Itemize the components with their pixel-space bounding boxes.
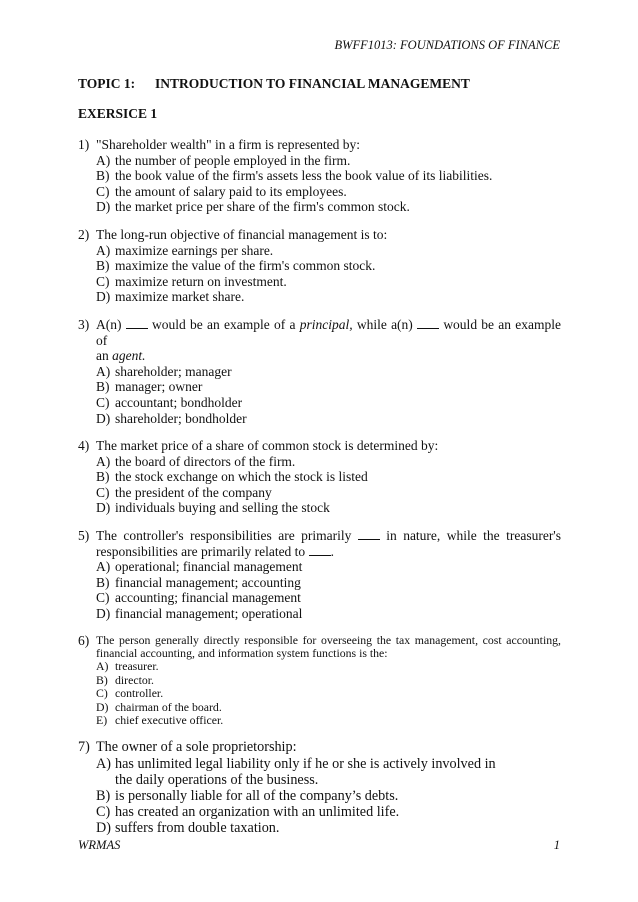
option-letter: B) [96, 379, 110, 395]
option-text: the number of people employed in the firm. [115, 152, 351, 168]
option-text: operational; financial management [115, 559, 303, 575]
option [96, 289, 561, 305]
option-letter: A) [96, 152, 111, 168]
question-6 [78, 634, 561, 728]
option-letter: A) [96, 242, 111, 258]
option [96, 701, 561, 714]
question-number: 5) [78, 528, 90, 544]
stem-text: an [96, 348, 109, 364]
option-letter: D) [96, 606, 111, 622]
option [96, 469, 561, 485]
question-stem: The person generally directly responsible for overseeing the tax management, cost accounting, financial accounting, and information system functions is the: [96, 632, 561, 661]
option [96, 590, 561, 606]
question-stem: The long-run objective of financial management is to: [96, 226, 388, 242]
topic-heading [78, 76, 470, 92]
question-stem: "Shareholder wealth" in a firm is represented by: [96, 137, 361, 152]
option [96, 258, 561, 274]
option-letter: A) [96, 659, 109, 674]
option [96, 660, 561, 673]
option [96, 411, 561, 427]
option-letter: D) [96, 500, 111, 516]
stem-text: while a(n) [356, 316, 413, 332]
option [96, 168, 561, 184]
option-text: financial management; operational [115, 606, 303, 622]
option-letter: C) [96, 590, 110, 606]
option [96, 500, 561, 516]
stem-text: responsibilities are primarily related to [96, 543, 306, 559]
stem-text: would be an example of a [152, 316, 296, 332]
question-1 [78, 137, 561, 215]
option-text: maximize market share. [115, 289, 245, 305]
option-letter: D) [96, 289, 111, 305]
option [96, 575, 561, 591]
option-letter: B) [96, 574, 110, 590]
option-text: chairman of the board. [115, 699, 222, 714]
option [96, 756, 561, 788]
question-stem [96, 528, 561, 559]
answer-blank [309, 545, 331, 556]
option-text: maximize the value of the firm's common stock. [115, 258, 376, 274]
exercise-heading: EXERSICE 1 [78, 106, 158, 121]
option [96, 274, 561, 290]
page-number: 1 [553, 838, 560, 852]
option-letter: E) [96, 713, 108, 728]
option [96, 606, 561, 622]
option-text: chief executive officer. [115, 713, 224, 728]
question-number: 7) [78, 739, 90, 756]
question-4 [78, 438, 561, 516]
option-letter: D) [96, 199, 111, 215]
option-letter: C) [96, 804, 111, 821]
option-letter: A) [96, 755, 111, 772]
option-text: individuals buying and selling the stock [115, 500, 330, 516]
option-text: financial management; accounting [115, 574, 301, 590]
stem-text: would be an example of [96, 316, 562, 348]
option [96, 559, 561, 575]
question-list [78, 137, 561, 849]
stem-emphasis: principal, [299, 316, 353, 332]
topic-title: INTRODUCTION TO FINANCIAL MANAGEMENT [155, 76, 470, 91]
option-letter: D) [96, 699, 109, 714]
option-text: the book value of the firm's assets less the book value of its liabilities. [115, 168, 493, 184]
option-letter: C) [96, 686, 108, 701]
option-letter: A) [96, 559, 111, 575]
option-text: the stock exchange on which the stock is listed [115, 469, 368, 485]
option [96, 485, 561, 501]
option [96, 788, 561, 804]
running-header: BWFF1013: FOUNDATIONS OF FINANCE [334, 38, 560, 52]
question-number: 6) [78, 632, 90, 648]
option-text: the board of directors of the firm. [115, 453, 296, 469]
question-7 [78, 739, 561, 836]
option-letter: B) [96, 258, 110, 274]
option-text: has unlimited legal liability only if he or she is actively involved in the daily operations of the business. [115, 755, 496, 788]
option [96, 674, 561, 687]
option [96, 804, 561, 820]
option-letter: C) [96, 484, 110, 500]
option-text: maximize earnings per share. [115, 242, 274, 258]
question-stem: The owner of a sole proprietorship: [96, 739, 297, 756]
option-text: shareholder; manager [115, 363, 232, 379]
option [96, 454, 561, 470]
option [96, 687, 561, 700]
option [96, 395, 561, 411]
option [96, 364, 561, 380]
option-text: is personally liable for all of the company’s debts. [115, 788, 399, 805]
option-letter: B) [96, 469, 110, 485]
question-number: 1) [78, 137, 90, 152]
option-text: the market price per share of the firm's common stock. [115, 199, 410, 215]
question-number: 2) [78, 226, 90, 242]
option-text: accountant; bondholder [115, 394, 243, 410]
stem-text: A(n) [96, 316, 122, 332]
question-5 [78, 528, 561, 622]
option [96, 820, 561, 836]
footer-author: WRMAS [78, 838, 121, 852]
option-text: the amount of salary paid to its employees. [115, 183, 347, 199]
option-letter: C) [96, 273, 110, 289]
question-stem: The market price of a share of common stock is determined by: [96, 438, 439, 454]
option-text: accounting; financial management [115, 590, 301, 606]
option-letter: D) [96, 820, 111, 837]
option-letter: C) [96, 183, 110, 199]
option [96, 153, 561, 169]
question-number: 4) [78, 438, 90, 454]
option-letter: B) [96, 788, 111, 805]
option-text: director. [115, 672, 154, 687]
option-letter: A) [96, 453, 111, 469]
answer-blank [358, 529, 380, 540]
answer-blank [417, 318, 439, 329]
stem-text: in nature, while the treasurer's [386, 528, 561, 544]
option-text: controller. [115, 686, 164, 701]
option-letter: C) [96, 394, 110, 410]
option-text: manager; owner [115, 379, 203, 395]
option-letter: A) [96, 363, 111, 379]
option [96, 243, 561, 259]
option-text: shareholder; bondholder [115, 410, 247, 426]
answer-blank [126, 318, 148, 329]
question-2 [78, 227, 561, 305]
option [96, 379, 561, 395]
option-letter: D) [96, 410, 111, 426]
option [96, 199, 561, 215]
option [96, 714, 561, 727]
option-text: has created an organization with an unlimited life. [115, 804, 400, 821]
option-text: treasurer. [115, 659, 159, 674]
topic-number: TOPIC 1: [78, 76, 136, 91]
question-stem [96, 317, 561, 364]
stem-text: . [330, 543, 334, 559]
question-3 [78, 317, 561, 426]
stem-emphasis: agent. [112, 348, 146, 364]
option-text: suffers from double taxation. [115, 820, 280, 837]
option-letter: B) [96, 672, 108, 687]
option [96, 184, 561, 200]
option-letter: B) [96, 168, 110, 184]
option-text: maximize return on investment. [115, 273, 287, 289]
option-text: the president of the company [115, 484, 272, 500]
stem-text: The controller's responsibilities are primarily [96, 528, 352, 544]
question-number: 3) [78, 316, 90, 332]
